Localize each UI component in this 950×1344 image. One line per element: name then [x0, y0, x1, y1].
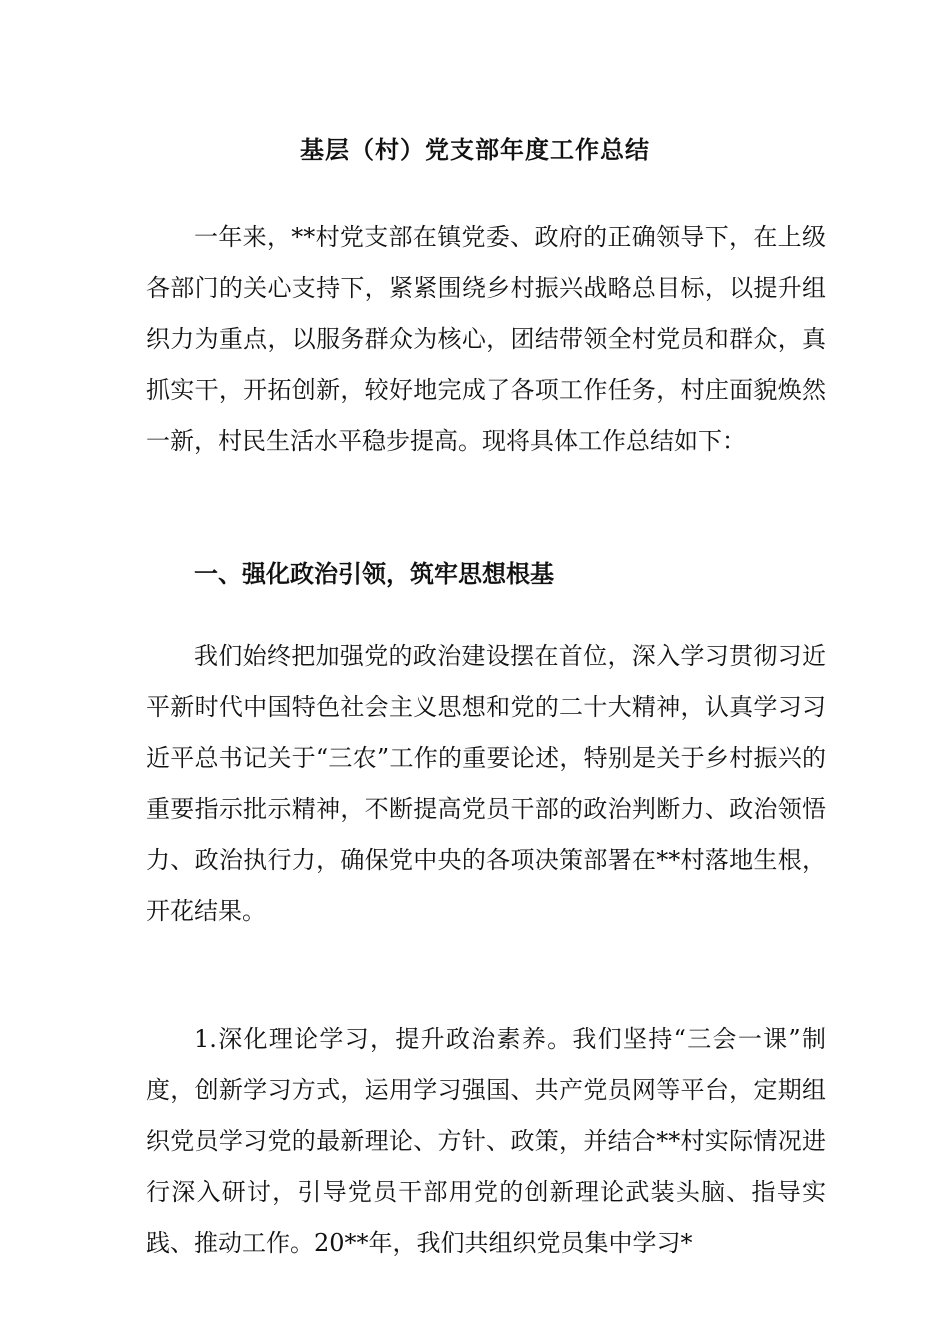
intro-paragraph: 一年来，**村党支部在镇党委、政府的正确领导下，在上级各部门的关心支持下，紧紧围绕乡村振兴战略总目标，以提升组织力为重点，以服务群众为核心，团结带领全村党员和群众，真抓实干，开拓创新，较好地完成了各项工作任务，村庄面貌焕然一新，村民生活水平稳步提高。现将具体工作总结如下：: [146, 223, 826, 455]
document-title: 基层（村）党支部年度工作总结: [300, 135, 650, 164]
list-item-paragraph: 1.深化理论学习，提升政治素养。我们坚持“三会一课”制度，创新学习方式，运用学习强国、共产党员网等平台，定期组织党员学习党的最新理论、方针、政策，并结合**村实际情况进行深入研讨，引导党员干部用党的创新理论武装头脑、指导实践、推动工作。20**年，我们共组织党员集中学习*: [146, 1025, 826, 1257]
section-body-paragraph: 我们始终把加强党的政治建设摆在首位，深入学习贯彻习近平新时代中国特色社会主义思想和党的二十大精神，认真学习习近平总书记关于“三农”工作的重要论述，特别是关于乡村振兴的重要指示批示精神，不断提高党员干部的政治判断力、政治领悟力、政治执行力，确保党中央的各项决策部署在**村落地生根，开花结果。: [146, 642, 826, 925]
section-heading: 一、强化政治引领，筑牢思想根基: [194, 559, 554, 588]
